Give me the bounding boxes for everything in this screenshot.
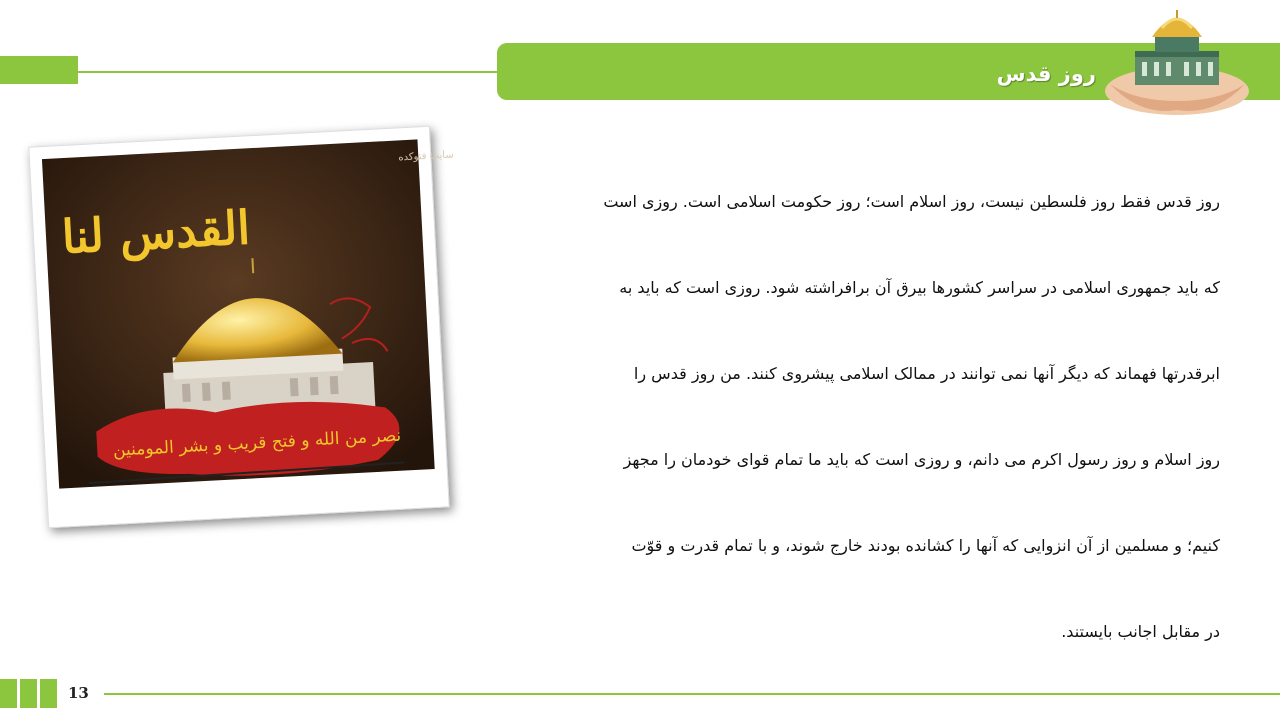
quds-poster-image: [42, 139, 455, 488]
top-left-accent-block: [0, 56, 78, 84]
body-line-6: در مقابل اجانب بایستند.: [1061, 622, 1220, 641]
poster-banner-text: نصر من الله و فتح قریب و بشر المومنین: [112, 425, 402, 461]
dome-in-hands-icon: [1100, 6, 1255, 121]
body-line-4: روز اسلام و روز رسول اکرم می دانم، و روزی است که باید ما تمام قوای خودمان را مجهز: [623, 450, 1220, 469]
slide-title: روز قدس: [996, 62, 1096, 86]
bottom-accent-square-2: [20, 679, 37, 708]
bottom-accent-square-3: [40, 679, 57, 708]
top-divider-line: [78, 71, 503, 73]
body-line-1: روز قدس فقط روز فلسطین نیست، روز اسلام است؛ روز حکومت اسلامی است. روزی است: [603, 192, 1220, 211]
bottom-accent-square-1: [0, 679, 17, 708]
body-line-5: کنیم؛ و مسلمین از آن انزوایی که آنها را کشانده بودند خارج شوند، و با تمام قدرت و قوّت: [631, 536, 1220, 555]
body-text: [560, 178, 1220, 694]
body-line-3: ابرقدرتها فهماند که دیگر آنها نمی توانند در ممالک اسلامی پیشروی کنند. من روز قدس را: [633, 364, 1220, 383]
bottom-divider-line: [104, 693, 1280, 695]
poster-photo-frame: [28, 126, 455, 529]
poster-watermark: سایت فتوکده: [398, 149, 455, 164]
poster-calligraphy: القدس لنا: [60, 200, 252, 265]
body-line-2: که باید جمهوری اسلامی در سراسر کشورها بیرق آن برافراشته شود. روزی است که باید به: [619, 278, 1220, 297]
page-number: 13: [68, 684, 89, 702]
